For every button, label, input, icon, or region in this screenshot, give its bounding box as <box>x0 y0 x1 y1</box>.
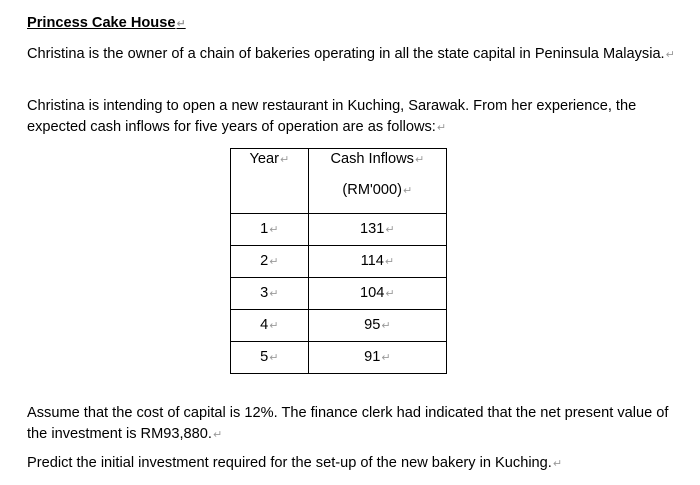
paragraph-mark-icon: ↵ <box>279 154 290 166</box>
paragraph-mark-icon: ↵ <box>269 287 279 300</box>
table-row <box>231 246 447 278</box>
paragraph-mark-icon: ↵ <box>269 255 279 268</box>
paragraph-mark-icon: ↵ <box>402 185 413 197</box>
header-year: Year↵ <box>231 149 309 214</box>
inflow-cell: 131↵ <box>308 214 446 246</box>
inflow-cell: 95↵ <box>308 310 446 342</box>
paragraph-mark-icon: ↵ <box>552 458 563 470</box>
paragraph-mark-icon: ↵ <box>269 223 279 236</box>
year-cell: 5↵ <box>231 342 309 374</box>
paragraph-mark-icon: ↵ <box>212 429 223 441</box>
header-cash-inflows: Cash Inflows↵ (RM'000)↵ <box>308 149 446 214</box>
inflow-cell: 104↵ <box>308 278 446 310</box>
paragraph-mark-icon: ↵ <box>269 319 279 332</box>
question-paragraph: Predict the initial investment required for the set-up of the new bakery in Kuching.↵ <box>27 455 563 471</box>
paragraph-mark-icon: ↵ <box>385 287 395 300</box>
paragraph-mark-icon: ↵ <box>414 154 425 166</box>
year-cell: 4↵ <box>231 310 309 342</box>
paragraph-mark-icon: ↵ <box>381 319 391 332</box>
paragraph-mark-icon: ↵ <box>385 223 395 236</box>
year-cell: 2↵ <box>231 246 309 278</box>
paragraph-mark-icon: ↵ <box>381 351 391 364</box>
year-cell: 1↵ <box>231 214 309 246</box>
table-row <box>231 278 447 310</box>
cash-inflows-table <box>230 148 447 374</box>
paragraph-mark-icon: ↵ <box>384 255 395 268</box>
year-cell: 3↵ <box>231 278 309 310</box>
document-title: Princess Cake House↵ <box>27 15 186 31</box>
scenario-paragraph: Christina is intending to open a new restaurant in Kuching, Sarawak. From her experience, the expected cash inflows for five years of operation are as follows:↵ <box>27 98 637 135</box>
table-row <box>231 214 447 246</box>
intro-paragraph: Christina is the owner of a chain of bakeries operating in all the state capital in Peninsula Malaysia.↵ <box>27 46 675 62</box>
table-header-row <box>231 149 447 214</box>
assumption-paragraph: Assume that the cost of capital is 12%. The finance clerk had indicated that the net present value of the investment is RM93,880.↵ <box>27 405 669 442</box>
inflow-cell: 114↵ <box>308 246 446 278</box>
table-row <box>231 342 447 374</box>
paragraph-mark-icon: ↵ <box>176 18 186 30</box>
inflow-cell: 91↵ <box>308 342 446 374</box>
table-row <box>231 310 447 342</box>
paragraph-mark-icon: ↵ <box>665 49 675 61</box>
paragraph-mark-icon: ↵ <box>436 122 447 134</box>
paragraph-mark-icon: ↵ <box>269 351 279 364</box>
